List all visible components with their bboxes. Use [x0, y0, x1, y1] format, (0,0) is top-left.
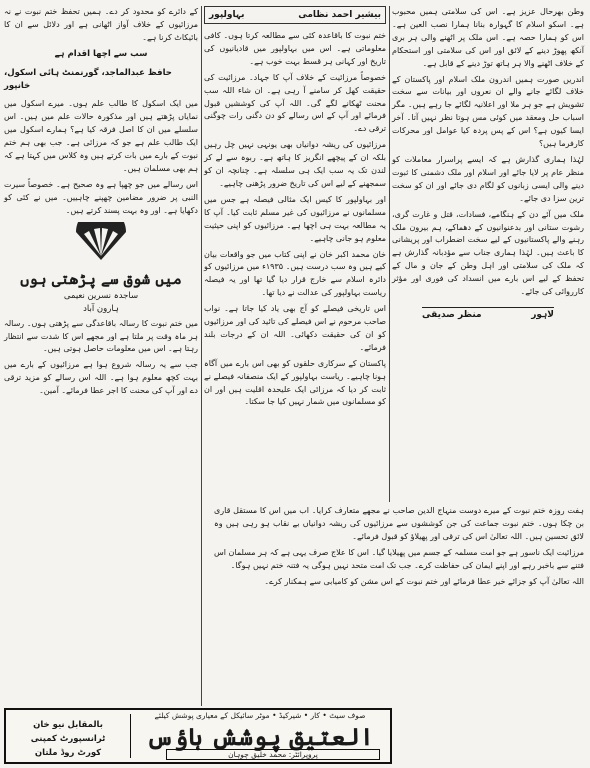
letter-heading — [204, 6, 386, 24]
ad-divider — [130, 714, 131, 758]
ad-tagline: صوف سیٹ • کار • شیرکیڈ • موٹر سائیکل کے معیاری پوشش کیلئے — [154, 711, 366, 720]
letter-paragraph: اس رسالے میں جو چھپا ہے وہ صحیح ہے۔ خصوصاً سیرت النبی پر ضرور مضامین چھپنے چاہییں۔ میں نے کئی کو دکھایا ہے۔ اور وہ بہت پسند کرتے ہیں۔ — [4, 179, 198, 215]
letter-paragraph: مرزائیت ایک ناسور ہے جو امت مسلمہ کے جسم میں پھیلایا گیا۔ اس کا علاج صرف یہی ہے کہ ہر مسلمان اس فتنے سے باخبر رہے اور اپنے ایمان کی حفاظت کرے۔ جب تک امت متحد نہیں ہوگی یہ فتنہ ختم نہیں ہوگا۔ — [214, 547, 584, 570]
letter-paragraph: اندریں صورت ہمیں اندرون ملک اسلام اور پاکستان کے خلاف لگائے جانے والے ان نعروں اور بیانات سے سخت تشویش ہے جو ہر ملا اور اعلانیہ لگائے جا رہے ہیں۔ مگر اسباب حل ومعقد میں کوئی مس ہوتا نظر نہیں آتا۔ آخر ایسا کیوں ہے؟ اس کے پس پردہ کیا عوامل اور محرکات کارفرما ہیں؟ — [392, 74, 584, 149]
letter-column-bottom — [214, 505, 584, 591]
letter-paragraph: مرزائیوں کی ریشہ دوانیاں بھی یونہی نہیں چل رہیں بلکہ ان کے پیچھے انگریز کا ہاتھ ہے۔ ربوہ سے لے کر لندن تک یہ سب ایک ہی سلسلہ ہے۔ چنانچہ ان کو سمجھنے کے لیے اس کی تاریخ ضرور پڑھنی چاہیے۔ — [204, 140, 386, 188]
letter-signature — [422, 307, 554, 320]
advertisement-box — [4, 708, 392, 764]
letter-column-middle — [204, 6, 386, 412]
letter-paragraph: خصوصاً مرزائیت کے خلاف آپ کا جہاد۔ مرزائیت کی حقیقت کھل کر سامنے آ رہی ہے۔ ان شاء اللہ سب محنت ٹھکانے لگے گی۔ اللہ آپ کی کوششیں قبول فرمائے اور آپ کے اس رسالے کو دن دگنی رات چوگنی ترقی دے۔ — [204, 72, 386, 134]
ad-address-line: بالمقابل نیو خان ٹرانسپورٹ کمپنی — [30, 720, 106, 744]
letter-paragraph: کے دائرے کو محدود کر دے۔ ہمیں تحفظ ختم نبوت نے نہ مرزائیوں کے خلاف آواز اٹھانی ہے اور دلائل سے ان کا بائیکاٹ کرنا ہے۔ — [4, 7, 198, 42]
letter-paragraph: وطن بھرحال عزیز ہے۔ اس کی سلامتی ہمیں محبوب ہے۔ اسکو اسلام کا گہوارہ بنانا ہمارا نصب العین ہے۔ اس کو ہمارا حصہ ہے۔ اس ملک پر اٹھنے والی ہر بری آنکھ پھوڑ دینے کے لائق اور اس کی سلامتی اور استحکام کے خلاف اٹھنے والا ہر ہاتھ توڑ دینے کے قابل ہے۔ — [392, 7, 584, 68]
letter-paragraph: اور بہاولپور کا کیس ایک مثالی فیصلہ ہے جس میں مسلمانوں نے مرزائیوں کی غیر مسلم ثابت کیا۔ آپ کا یہ مطالعہ بہت ہی اچھا ہے۔ مرزائیوں کو اپنی حیثیت معلوم ہو جانی چاہیے۔ — [204, 194, 386, 243]
column-divider — [389, 6, 390, 502]
letter-paragraph: پاکستان کے سرکاری حلقوں کو بھی اس بارے میں آگاہ ہونا چاہیے۔ ریاست بہاولپور کے ایک منصفانہ فیصلے نے ثابت کر دیا کہ مرزائی ایک علیحدہ اقلیت ہیں اور ان کو مسلمانوں میں شمار نہیں کیا جا سکتا۔ — [204, 358, 386, 407]
signature-name: منظر صدیقی — [422, 309, 482, 320]
signature-city: لاہور — [531, 309, 554, 320]
column-divider — [201, 6, 202, 706]
letter-column-left — [4, 6, 198, 401]
letter-paragraph: ہفت روزہ ختم نبوت کے میرے دوست منہاج الدین صاحب نے مجھے متعارف کرایا۔ اب میں اس کا مستقل قاری بن چکا ہوں۔ ختم نبوت جماعت کی جن کوششوں سے مرزائیوں کی ریشہ دوانیاں بے نقاب ہو رہی ہیں وہ لائق تحسین ہیں۔ اللہ تعالیٰ اس کی ترقی اور پھیلاؤ کو قبول فرمائے۔ — [214, 506, 584, 541]
ad-proprietor: پروپرائٹر: محمد خلیق چوہان — [166, 749, 380, 760]
letter-subheading: سب سے اچھا اقدام ہے — [54, 48, 148, 59]
letter-signature: حافظ عبدالماجد، گورنمنٹ ہائی اسکول، خانپور — [4, 67, 172, 91]
poem-city: ہارون آباد — [83, 303, 119, 314]
letter-paragraph: اس تاریخی فیصلے کو آج بھی یاد کیا جاتا ہے۔ نواب صاحب مرحوم نے اس فیصلے کی تائید کی اور مرزائیوں کو ان کی حقیقت دکھائی۔ اللہ ان کے درجات بلند فرمائے۔ — [204, 304, 386, 352]
ornament-icon — [4, 222, 198, 266]
letter-paragraph: میں ایک اسکول کا طالب علم ہوں۔ میرے اسکول میں نمایاں پڑھتے ہیں اور مذکورہ حالات علم میں ہیں۔ اس سلسلے میں ان کا اصل فرقہ کیا ہے؟ ہمارے اسکول میں ایک طالب علم ہے جو کہ مرزائی ہے۔ جب بھی ہم ختم نبوت کے بارے میں بات کرتے ہیں وہ کلاس میں کہتا ہے کہ ہم بھی مسلمان ہیں۔ — [4, 99, 198, 173]
heading-city: بہاولپور — [209, 10, 245, 20]
ad-business-name: العتیق پوشش ہاؤس — [146, 722, 374, 751]
letter-paragraph: میں ختم نبوت کا رسالہ باقاعدگی سے پڑھتی ہوں۔ رسالہ ہر ماہ وقت پر ملتا ہے اور مجھے اس کا شدت سے انتظار رہتا ہے۔ اس میں معلومات حاصل ہوتی ہیں۔ — [4, 318, 198, 354]
letter-paragraph: جب سے یہ رسالہ شروع ہوا ہے مرزائیوں کے بارے میں بہت کچھ معلوم ہوا ہے۔ اللہ اس رسالے کو مزید ترقی دے اور آپ کی محنت کا اجر عطا فرمائے۔ آمین۔ — [4, 360, 198, 396]
poem-author: ساجدہ نسرین نعیمی — [63, 290, 139, 301]
letter-paragraph: ملک میں آئے دن کے ہنگامے، فسادات، قتل و غارت گری، رشوت ستانی اور بدعنوانیوں کے دھماکے، ہم بیرون ملک رہنے والے پاکستانیوں کے لیے سخت اضطراب اور پریشانی کا باعث ہیں۔ لہٰذا ہماری جناب سے مؤدبانہ گذارش ہے کہ ملک کی سلامتی اور اہل وطن کے جان و مال کے تحفظ کے لیے اس بارے میں انسداد کی فوری اور مؤثر کارروائی کی جائے۔ — [392, 209, 584, 297]
letter-paragraph: خان محمد اکبر خان نے اپنی کتاب میں جو واقعات بیان کیے ہیں وہ سب درست ہیں۔ ۱۹۳۵ء میں مرزائیوں کو دائرہ اسلام سے خارج قرار دیا گیا تھا اور یہ فیصلہ ریاست بہاولپور کی عدالت نے دیا تھا۔ — [204, 249, 386, 298]
letter-paragraph: اللہ تعالیٰ آپ کو جزائے خیر عطا فرمائے اور ختم نبوت کے اس مشن کو کامیابی سے ہمکنار کرے۔ — [264, 576, 584, 586]
poem-title: میں شوق سے پڑھتی ہوں — [20, 269, 182, 288]
letter-column-right — [392, 6, 584, 326]
heading-author: بیشیر احمد نظامی — [298, 10, 381, 20]
ad-address-line: کورٹ روڈ ملتان — [34, 748, 102, 758]
letter-paragraph: ختم نبوت کا باقاعدہ کئی سے مطالعہ کرتا ہوں۔ کافی معلوماتی ہے۔ اس میں بہاولپور میں قادیانیوں کی تاریخ اور کہانی ہر قسط بہت خوب ہے۔ — [204, 31, 386, 66]
poem-heading — [4, 270, 198, 314]
letter-paragraph: لہٰذا ہماری گذارش ہے کہ ایسے پراسرار معاملات کو منظر عام پر لایا جائے اور اسلام اور ملک دشمنی کا ثبوت دینے والی ایسی زبانوں کو لگام دی جائے اور ان کو سخت ترین سزا دی جائے۔ — [392, 154, 584, 203]
ad-address — [10, 718, 126, 760]
